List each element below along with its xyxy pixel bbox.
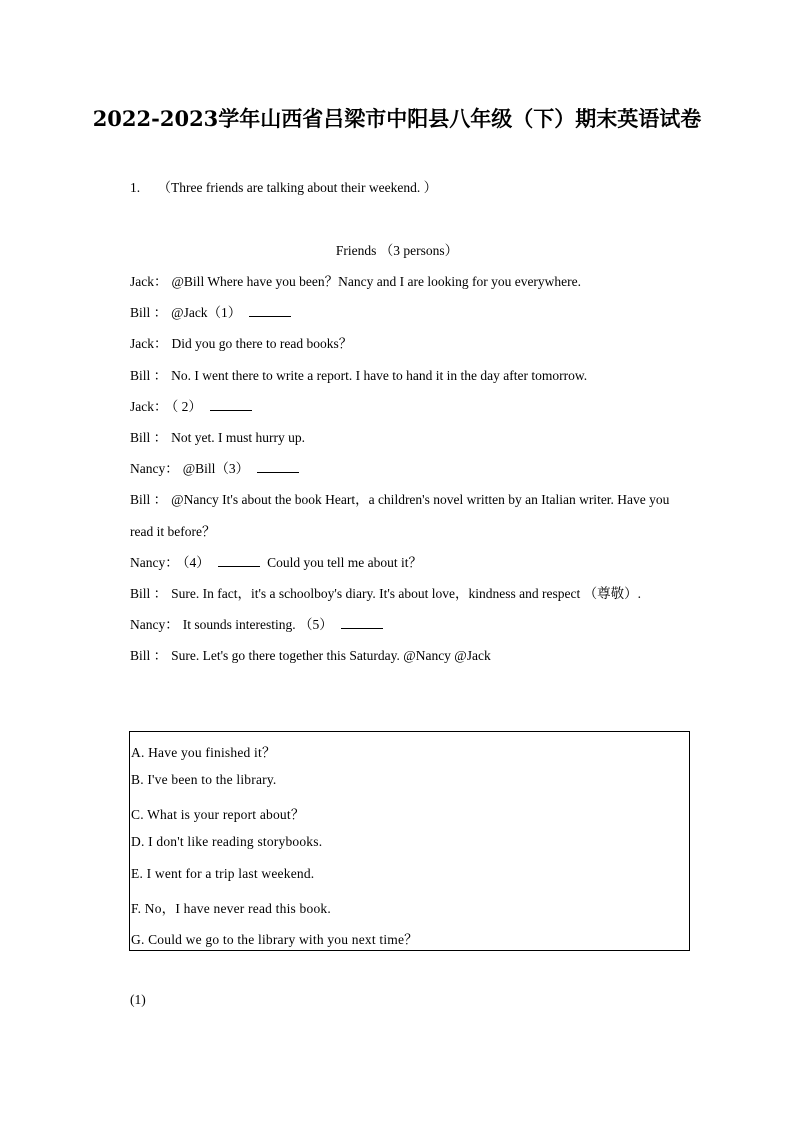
dialogue-text: Sure. Let's go there together this Saturday. @Nancy @Jack <box>171 648 491 663</box>
speaker-name: Nancy： <box>130 555 179 570</box>
question-number: 1. <box>130 180 141 195</box>
dialogue-line <box>130 520 215 540</box>
dialogue-text-after: Could you tell me about it？ <box>263 555 422 570</box>
dialogue-text: No. I went there to write a report. I have to hand it in the day after tomorrow. <box>171 368 588 383</box>
dialogue-text: @Bill Where have you been？Nancy and I are looking for you everywhere. <box>171 274 582 289</box>
dialogue-line <box>130 457 299 477</box>
speaker-name: Bill ： <box>130 305 168 320</box>
option-item: F. No，I have never read this book. <box>131 901 331 916</box>
speaker-name: Nancy： <box>130 617 179 632</box>
answer-label: (1) <box>130 992 146 1007</box>
answer-blank[interactable] <box>341 617 383 629</box>
option-item: D. I don't like reading storybooks. <box>131 834 323 849</box>
option-item: G. Could we go to the library with you next time？ <box>131 932 418 947</box>
answer-blank[interactable] <box>249 305 291 317</box>
answer-blank[interactable] <box>218 555 260 567</box>
speaker-name: Bill ： <box>130 368 168 383</box>
option-item: C. What is your report about？ <box>131 807 305 822</box>
question-intro <box>130 176 437 196</box>
option-item: A. Have you finished it？ <box>131 745 276 760</box>
dialogue-text: It sounds interesting. （5） <box>182 617 333 632</box>
dialogue-line <box>130 488 669 508</box>
dialogue-line <box>130 332 352 352</box>
dialogue-text: @Nancy It's about the book Heart，a children's novel written by an Italian writer. Have you <box>171 492 670 507</box>
exam-title: 2022-2023学年山西省吕梁市中阳县八年级（下）期末英语试卷 <box>92 106 702 131</box>
speaker-name: Bill ： <box>130 586 168 601</box>
option-item: E. I went for a trip last weekend. <box>131 866 315 881</box>
dialogue-line <box>130 551 422 571</box>
speaker-name: Jack： <box>130 336 168 351</box>
dialogue-line <box>130 270 581 290</box>
chat-header: Friends （3 persons） <box>335 243 459 258</box>
question-instruction: （Three friends are talking about their weekend. ） <box>157 180 438 195</box>
dialogue-text: （ 2） <box>171 399 202 414</box>
dialogue-line <box>130 426 305 446</box>
speaker-name: Jack： <box>130 399 168 414</box>
speaker-name: Bill ： <box>130 648 168 663</box>
dialogue-line <box>130 395 252 415</box>
speaker-name: Jack： <box>130 274 168 289</box>
dialogue-text: Not yet. I must hurry up. <box>171 430 306 445</box>
dialogue-text: Sure. In fact，it's a schoolboy's diary. It's about love，kindness and respect （尊敬）. <box>171 586 641 601</box>
dialogue-text: @Jack（1） <box>171 305 242 320</box>
answer-blank[interactable] <box>257 461 299 473</box>
dialogue-text: @Bill（3） <box>182 461 250 476</box>
dialogue-line <box>130 364 587 384</box>
speaker-name: Bill ： <box>130 492 168 507</box>
dialogue-line <box>130 301 291 321</box>
dialogue-line <box>130 644 491 664</box>
dialogue-line <box>130 582 641 602</box>
dialogue-line <box>130 613 383 633</box>
option-item: B. I've been to the library. <box>131 772 277 787</box>
answer-blank[interactable] <box>210 399 252 411</box>
dialogue-text: （4） <box>182 555 210 570</box>
dialogue-text: Did you go there to read books？ <box>171 336 353 351</box>
options-box <box>129 731 690 951</box>
speaker-name: Bill ： <box>130 430 168 445</box>
speaker-name: Nancy： <box>130 461 179 476</box>
dialogue-text: read it before？ <box>130 524 216 539</box>
